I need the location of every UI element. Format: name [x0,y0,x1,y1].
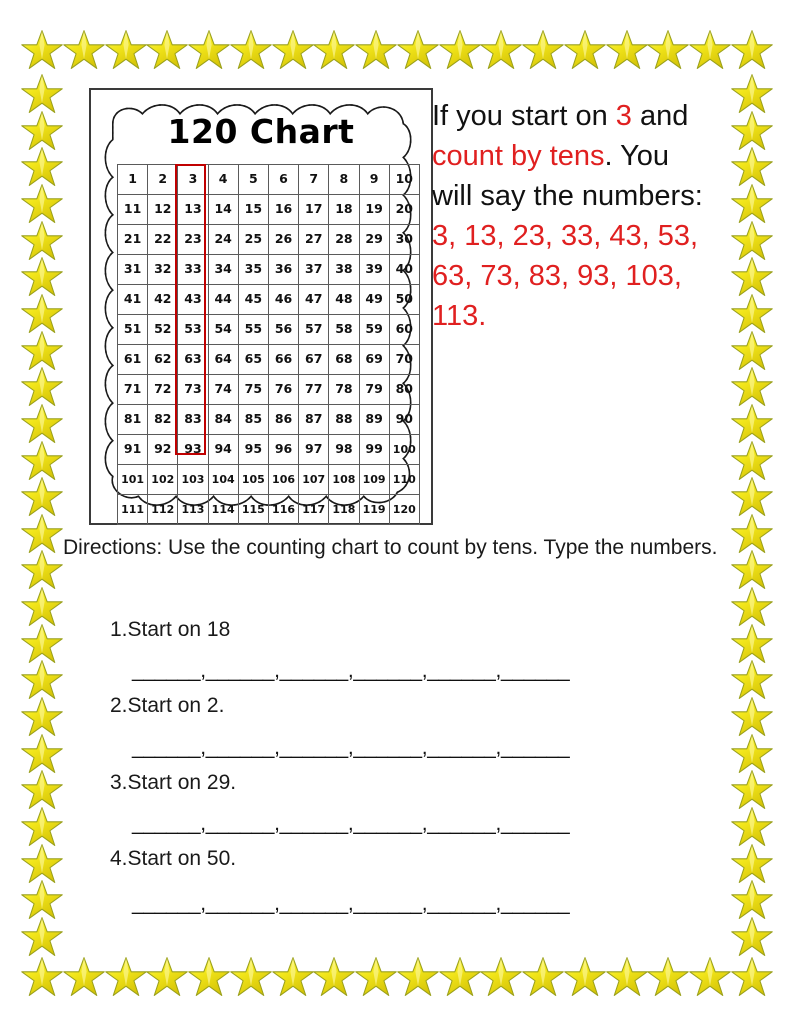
question-number: 2. [110,694,128,718]
question-text: Start on 2. [127,694,225,718]
grid-cell[interactable]: 46 [268,285,298,315]
grid-cell[interactable]: 8 [329,165,359,195]
answer-blanks[interactable]: ______,______,______,______,______,______ [132,735,570,759]
grid-cell[interactable]: 91 [118,435,148,465]
star-icon [563,955,607,999]
grid-cell[interactable]: 82 [148,405,178,435]
grid-cell[interactable]: 15 [238,195,268,225]
grid-row [118,405,420,435]
grid-cell[interactable]: 120 [389,495,419,525]
grid-cell[interactable]: 83 [178,405,208,435]
star-icon [730,182,774,226]
star-icon [730,658,774,702]
star-icon [271,28,315,72]
grid-cell[interactable]: 107 [299,465,329,495]
star-icon [730,732,774,776]
grid-cell[interactable]: 43 [178,285,208,315]
answer-blanks[interactable]: ______,______,______,______,______,______ [132,659,570,683]
grid-cell[interactable]: 66 [268,345,298,375]
star-icon [20,28,64,72]
grid-cell[interactable]: 76 [268,375,298,405]
question-number: 3. [110,770,128,794]
grid-cell[interactable]: 103 [178,465,208,495]
grid-cell[interactable]: 52 [148,315,178,345]
grid-cell[interactable]: 102 [148,465,178,495]
grid-cell[interactable]: 100 [389,435,419,465]
grid-cell[interactable]: 13 [178,195,208,225]
question-text: Start on 50. [127,846,237,870]
grid-cell[interactable]: 19 [359,195,389,225]
grid-cell[interactable]: 12 [148,195,178,225]
grid-cell[interactable]: 92 [148,435,178,465]
star-icon [688,955,732,999]
example-prompt [432,96,712,336]
prompt-sequence: 3, 13, 23, 33, 43, 53, 63, 73, 83, 93, 103, 113. [432,220,699,333]
grid-cell[interactable]: 57 [299,315,329,345]
star-icon [187,28,231,72]
star-icon [20,219,64,263]
prompt-start-number: 3 [615,100,632,132]
grid-cell[interactable]: 36 [268,255,298,285]
grid-cell[interactable]: 7 [299,165,329,195]
star-icon [605,28,649,72]
grid-cell[interactable]: 25 [238,225,268,255]
grid-cell[interactable]: 62 [148,345,178,375]
grid-cell[interactable]: 97 [299,435,329,465]
star-icon [20,512,64,556]
grid-cell[interactable]: 106 [268,465,298,495]
number-grid-wrap [117,164,416,525]
grid-cell[interactable]: 96 [268,435,298,465]
star-icon [730,72,774,116]
grid-cell[interactable]: 70 [389,345,419,375]
star-icon [730,109,774,153]
grid-cell[interactable]: 74 [208,375,238,405]
star-icon [646,955,690,999]
grid-cell[interactable]: 75 [238,375,268,405]
grid-cell[interactable]: 41 [118,285,148,315]
grid-cell[interactable]: 39 [359,255,389,285]
star-icon [730,439,774,483]
star-icon [521,28,565,72]
question-label [110,846,720,872]
star-icon [104,955,148,999]
star-icon [396,28,440,72]
prompt-part3: . You will say the numbers: [432,140,703,213]
grid-cell[interactable]: 65 [238,345,268,375]
number-grid [117,164,420,525]
grid-cell[interactable]: 113 [178,495,208,525]
star-icon [104,28,148,72]
grid-cell[interactable]: 26 [268,225,298,255]
star-icon [20,768,64,812]
grid-cell[interactable]: 118 [329,495,359,525]
star-icon [730,365,774,409]
question-label [110,617,720,643]
grid-cell[interactable]: 73 [178,375,208,405]
grid-cell[interactable]: 37 [299,255,329,285]
star-icon [62,955,106,999]
star-icon [20,915,64,959]
grid-row [118,435,420,465]
grid-cell[interactable]: 108 [329,465,359,495]
grid-cell[interactable]: 114 [208,495,238,525]
grid-cell[interactable]: 10 [389,165,419,195]
grid-cell[interactable]: 9 [359,165,389,195]
star-icon [730,145,774,189]
grid-cell[interactable]: 69 [359,345,389,375]
grid-cell[interactable]: 34 [208,255,238,285]
star-icon [20,292,64,336]
star-icon [730,585,774,629]
question-number: 1. [110,618,128,641]
star-icon [354,28,398,72]
star-icon [521,955,565,999]
grid-cell[interactable]: 110 [389,465,419,495]
grid-cell[interactable]: 50 [389,285,419,315]
star-icon [20,878,64,922]
star-icon [730,329,774,373]
grid-cell[interactable]: 80 [389,375,419,405]
grid-cell[interactable]: 40 [389,255,419,285]
question-label [110,770,720,796]
star-icon [187,955,231,999]
grid-cell[interactable]: 31 [118,255,148,285]
grid-cell[interactable]: 11 [118,195,148,225]
grid-cell[interactable]: 87 [299,405,329,435]
star-icon [20,72,64,116]
grid-cell[interactable]: 30 [389,225,419,255]
star-icon [730,805,774,849]
star-icon [20,109,64,153]
grid-cell[interactable]: 59 [359,315,389,345]
grid-cell[interactable]: 88 [329,405,359,435]
prompt-part2: and [631,100,689,132]
grid-cell[interactable]: 109 [359,465,389,495]
question-item [110,617,720,683]
star-icon [730,475,774,519]
grid-cell[interactable]: 56 [268,315,298,345]
grid-cell[interactable]: 17 [299,195,329,225]
star-icon [20,439,64,483]
star-icon [62,28,106,72]
question-item [110,770,720,836]
star-icon [688,28,732,72]
grid-cell[interactable]: 1 [118,165,148,195]
question-label [110,693,720,719]
grid-cell[interactable]: 116 [268,495,298,525]
grid-cell[interactable]: 6 [268,165,298,195]
grid-cell[interactable]: 78 [329,375,359,405]
grid-cell[interactable]: 60 [389,315,419,345]
counting-chart-panel [89,88,433,525]
star-icon [20,145,64,189]
star-icon [312,28,356,72]
grid-cell[interactable]: 49 [359,285,389,315]
grid-cell[interactable]: 2 [148,165,178,195]
grid-cell[interactable]: 98 [329,435,359,465]
grid-cell[interactable]: 18 [329,195,359,225]
star-icon [20,475,64,519]
grid-cell[interactable]: 79 [359,375,389,405]
grid-cell[interactable]: 119 [359,495,389,525]
prompt-count-by: count by tens [432,140,605,173]
grid-cell[interactable]: 42 [148,285,178,315]
grid-cell[interactable]: 93 [178,435,208,465]
star-icon [730,915,774,959]
grid-cell[interactable]: 95 [238,435,268,465]
star-icon [479,955,523,999]
star-icon [20,622,64,666]
question-text: Start on 18 [127,618,231,641]
grid-cell[interactable]: 4 [208,165,238,195]
star-icon [20,585,64,629]
questions-list [110,617,720,922]
grid-row [118,495,420,525]
directions-text: Directions: Use the counting chart to count by tens. Type the numbers. [63,536,718,559]
star-icon [730,255,774,299]
grid-row [118,465,420,495]
grid-cell[interactable]: 61 [118,345,148,375]
grid-cell[interactable]: 5 [238,165,268,195]
star-icon [730,768,774,812]
star-icon [20,805,64,849]
grid-row [118,375,420,405]
star-icon [730,878,774,922]
grid-cell[interactable]: 35 [238,255,268,285]
grid-cell[interactable]: 44 [208,285,238,315]
grid-cell[interactable]: 90 [389,405,419,435]
star-icon [730,548,774,592]
grid-cell[interactable]: 55 [238,315,268,345]
star-icon [730,695,774,739]
grid-cell[interactable]: 81 [118,405,148,435]
star-icon [354,955,398,999]
grid-cell[interactable]: 51 [118,315,148,345]
grid-cell[interactable]: 112 [148,495,178,525]
grid-cell[interactable]: 58 [329,315,359,345]
star-icon [479,28,523,72]
grid-cell[interactable]: 54 [208,315,238,345]
star-icon [730,219,774,263]
grid-cell[interactable]: 89 [359,405,389,435]
star-icon [229,28,273,72]
grid-cell[interactable]: 28 [329,225,359,255]
grid-cell[interactable]: 21 [118,225,148,255]
grid-cell[interactable]: 24 [208,225,238,255]
grid-cell[interactable]: 86 [268,405,298,435]
grid-cell[interactable]: 3 [178,165,208,195]
question-text: Start on 29. [127,770,237,794]
grid-cell[interactable]: 23 [178,225,208,255]
star-icon [396,955,440,999]
grid-row [118,195,420,225]
star-icon [20,365,64,409]
star-icon [730,622,774,666]
grid-cell[interactable]: 115 [238,495,268,525]
grid-cell[interactable]: 111 [118,495,148,525]
grid-cell[interactable]: 64 [208,345,238,375]
grid-cell[interactable]: 20 [389,195,419,225]
grid-cell[interactable]: 105 [238,465,268,495]
grid-cell[interactable]: 63 [178,345,208,375]
star-icon [646,28,690,72]
question-item [110,846,720,916]
grid-cell[interactable]: 22 [148,225,178,255]
grid-cell[interactable]: 71 [118,375,148,405]
grid-cell[interactable]: 33 [178,255,208,285]
star-icon [20,402,64,446]
star-icon [20,329,64,373]
grid-cell[interactable]: 47 [299,285,329,315]
grid-cell[interactable]: 117 [299,495,329,525]
grid-cell[interactable]: 38 [329,255,359,285]
star-icon [438,28,482,72]
grid-cell[interactable]: 48 [329,285,359,315]
grid-row [118,345,420,375]
star-icon [20,842,64,886]
grid-cell[interactable]: 84 [208,405,238,435]
grid-row [118,285,420,315]
grid-cell[interactable]: 14 [208,195,238,225]
star-icon [563,28,607,72]
star-icon [730,292,774,336]
star-icon [145,28,189,72]
grid-cell[interactable]: 45 [238,285,268,315]
star-icon [312,955,356,999]
question-item [110,693,720,759]
grid-cell[interactable]: 32 [148,255,178,285]
star-icon [730,402,774,446]
star-icon [271,955,315,999]
star-icon [730,955,774,999]
prompt-part1: If you start on [432,100,616,132]
star-icon [438,955,482,999]
answer-blanks[interactable]: ______,______,______,______,______,______ [132,892,570,915]
grid-cell[interactable]: 104 [208,465,238,495]
star-icon [20,548,64,592]
star-icon [605,955,649,999]
star-icon [20,695,64,739]
grid-cell[interactable]: 68 [329,345,359,375]
chart-title: 120 Chart [167,112,355,151]
answer-blanks[interactable]: ______,______,______,______,______,______ [132,811,570,835]
star-icon [730,512,774,556]
grid-row [118,255,420,285]
grid-cell[interactable]: 27 [299,225,329,255]
question-number: 4. [110,846,128,870]
grid-row [118,165,420,195]
grid-row [118,225,420,255]
star-icon [145,955,189,999]
star-icon [730,842,774,886]
grid-cell[interactable]: 29 [359,225,389,255]
grid-cell[interactable]: 53 [178,315,208,345]
star-icon [20,182,64,226]
grid-cell[interactable]: 99 [359,435,389,465]
star-icon [229,955,273,999]
grid-cell[interactable]: 67 [299,345,329,375]
grid-row [118,315,420,345]
grid-cell[interactable]: 77 [299,375,329,405]
grid-cell[interactable]: 94 [208,435,238,465]
star-icon [20,255,64,299]
star-icon [20,732,64,776]
star-icon [20,658,64,702]
grid-cell[interactable]: 16 [268,195,298,225]
grid-cell[interactable]: 85 [238,405,268,435]
star-icon [730,28,774,72]
grid-cell[interactable]: 101 [118,465,148,495]
grid-cell[interactable]: 72 [148,375,178,405]
star-icon [20,955,64,999]
